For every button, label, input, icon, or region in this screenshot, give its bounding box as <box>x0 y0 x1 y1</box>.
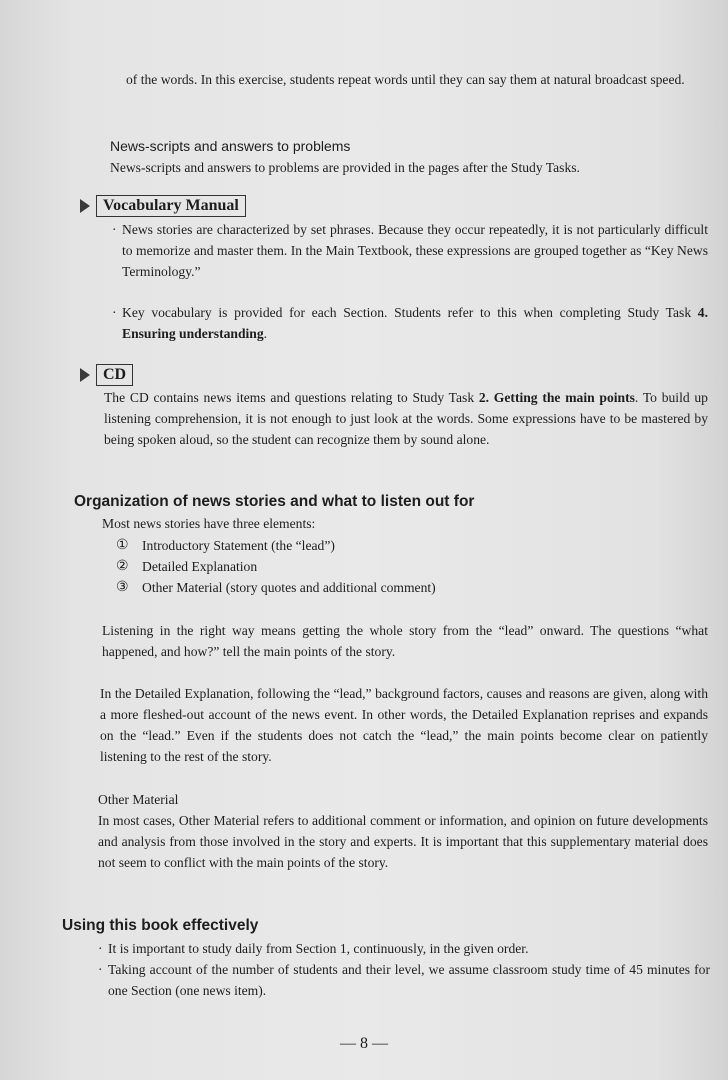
using-bullet-1 <box>98 938 710 959</box>
vocab-bullet-2-bold: 4. Ensuring understanding <box>122 305 708 341</box>
circled-number: ① <box>116 538 129 553</box>
organization-paragraph-2: In the Detailed Explanation, following the “lead,” background factors, causes and reasons are given, along with a more fleshed-out account of the news event. In other words, the Detailed Explanation reprises and expands on the “lead.” Even if the students does not catch the “lead,” the main points become clear on patiently listening to the rest of the story. <box>100 686 708 764</box>
bullet-dot: · <box>98 962 103 977</box>
organization-intro: Most news stories have three elements: <box>102 516 316 531</box>
triangle-arrow-icon <box>80 199 90 213</box>
circled-number: ② <box>116 559 129 574</box>
vocab-bullet-2-text <box>122 302 708 344</box>
list-item <box>116 577 696 598</box>
news-scripts-text: News-scripts and answers to problems are provided in the pages after the Study Tasks. <box>110 160 580 175</box>
organization-list <box>116 535 696 598</box>
list-item-text: Detailed Explanation <box>142 559 258 574</box>
news-scripts-heading: News-scripts and answers to problems <box>110 138 351 154</box>
vocabulary-manual-header <box>80 195 246 217</box>
bullet-dot: · <box>112 222 117 237</box>
other-material-heading: Other Material <box>98 792 179 807</box>
list-item-text: Other Material (story quotes and additional comment) <box>142 580 436 595</box>
other-material-text: In most cases, Other Material refers to additional comment or information, and opinion on future developments and analysis from those involved in the story and experts. It is important that this supplementary material does not seem to conflict with the main points of the story. <box>98 813 708 870</box>
cd-text-bold: 2. Getting the main points <box>478 390 635 405</box>
cd-header <box>80 364 133 386</box>
bullet-dot: · <box>112 305 117 320</box>
vocab-bullet-2-pre: Key vocabulary is provided for each Section. Students refer to this when completing Study Task <box>122 305 698 320</box>
list-item <box>116 535 696 556</box>
list-item-text: Introductory Statement (the “lead”) <box>142 538 335 553</box>
organization-paragraph-1: Listening in the right way means getting the whole story from the “lead” onward. The questions “what happened, and how?” tell the main points of the story. <box>102 623 708 659</box>
using-bullet-2-text: Taking account of the number of students and their level, we assume classroom study time of 45 minutes for one Section (one news item). <box>108 962 710 998</box>
intro-paragraph: of the words. In this exercise, students repeat words until they can say them at natural broadcast speed. <box>126 72 685 87</box>
page-number: — 8 — <box>340 1035 388 1052</box>
bullet-dot: · <box>98 941 103 956</box>
vocab-bullet-1 <box>112 219 708 282</box>
cd-paragraph <box>104 387 708 450</box>
circled-number: ③ <box>116 580 129 595</box>
vocab-bullet-1-text: News stories are characterized by set phrases. Because they occur repeatedly, it is not particularly difficult to memorize and master them. In the Main Textbook, these expressions are grouped together as “Key News Terminology.” <box>122 222 708 279</box>
organization-title: Organization of news stories and what to listen out for <box>74 493 475 510</box>
triangle-arrow-icon <box>80 368 90 382</box>
using-bullet-2 <box>98 959 710 1001</box>
using-title: Using this book effectively <box>62 917 259 934</box>
cd-text-pre: The CD contains news items and questions relating to Study Task <box>104 390 479 405</box>
cd-label: CD <box>96 364 133 386</box>
list-item <box>116 556 696 577</box>
cd-text-post: . To build up listening comprehension, it is not enough to just look at the words. Some expressions have to be mastered by being spoken aloud, so the student can recognize them by sound alone. <box>104 390 708 447</box>
vocabulary-manual-label: Vocabulary Manual <box>96 195 246 217</box>
vocab-bullet-2 <box>112 302 708 344</box>
vocab-bullet-2-post: . <box>263 326 268 341</box>
using-bullet-1-text: It is important to study daily from Section 1, continuously, in the given order. <box>108 941 529 956</box>
